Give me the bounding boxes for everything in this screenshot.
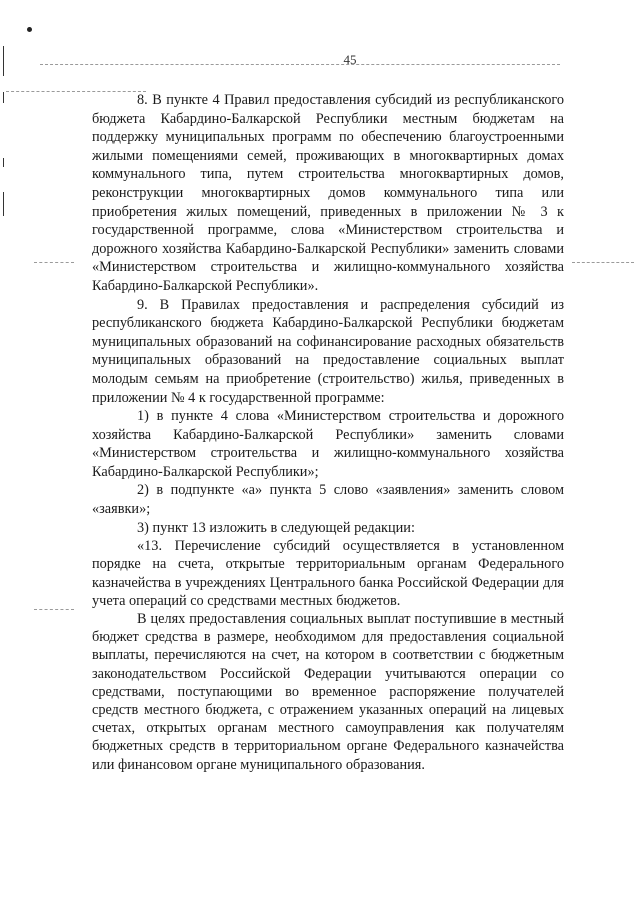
paragraph-9: 9. В Правилах предоставления и распределения субсидий из республиканского бюджета Кабардино-Балкарской Республики бюджетам муниципальных образований на софинансирование расходных обязательств муниципальных образований на предоставление социальных выплат молодым семьям на приобретение (строительство) жилья, приведенных в приложении № 4 к государственной программе: (92, 296, 564, 406)
scan-line-artifact (34, 609, 74, 610)
subitem-1: 1) в пункте 4 слова «Министерством строительства и дорожного хозяйства Кабардино-Балкарской Республики» заменить словами «Министерством строительства и жилищно-коммунального хозяйства Кабардино-Балкарской Республики»; (92, 408, 564, 480)
margin-mark-artifact (3, 92, 4, 103)
clause-13-part-1: «13. Перечисление субсидий осуществляется в установленном порядке на счета, открытые территориальным органам Федерального казначейства в учреждениях Центрального банка Российской Федерации для учета операций со средствами местных бюджетов. (92, 538, 564, 609)
paragraph-8: 8. В пункте 4 Правил предоставления субсидий из республиканского бюджета Кабардино-Балкарской Республики местным бюджетам на поддержку муниципальных программ по обеспечению благоустроенными жилыми помещениями семей, проживающих в многоквартирных домах коммунального типа, путем строительства многоквартирных домов, реконструкции многоквартирных домов коммунального типа или приобретения жилых помещений, приведенных в приложении № 3 к государственной программе, слова «Министерством строительства и дорожного хозяйства Кабардино-Балкарской Республики» заменить словами «Министерством строительства и жилищно-коммунального хозяйства Кабардино-Балкарской Республики». (92, 92, 564, 294)
scan-line-artifact (572, 262, 634, 263)
scan-line-artifact (40, 64, 560, 65)
scan-line-artifact (34, 262, 74, 263)
subitem-2: 2) в подпункте «а» пункта 5 слово «заявления» заменить словом «заявки»; (92, 482, 564, 518)
margin-mark-artifact (3, 46, 4, 76)
document-body (92, 91, 564, 774)
subitem-3: 3) пункт 13 изложить в следующей редакции: (137, 519, 415, 536)
margin-mark-artifact (3, 158, 4, 167)
margin-mark-artifact (3, 192, 4, 216)
page-number: 45 (343, 52, 357, 67)
scan-dot-artifact (27, 27, 32, 32)
clause-13-part-2: В целях предоставления социальных выплат поступившие в местный бюджет средства в размере, необходимом для предоставления социальной выплаты, перечисляются на счет, на котором в соответствии с бюджетным законодательством Российской Федерации учитываются операции со средствами, поступающими во временное распоряжение получателей средств местного бюджета, с отражением указанных операций на лицевых счетах, открытых органам местного самоуправления как получателям бюджетных средств в территориальном органе Федерального казначейства или финансовом органе муниципального образования. (92, 611, 564, 773)
